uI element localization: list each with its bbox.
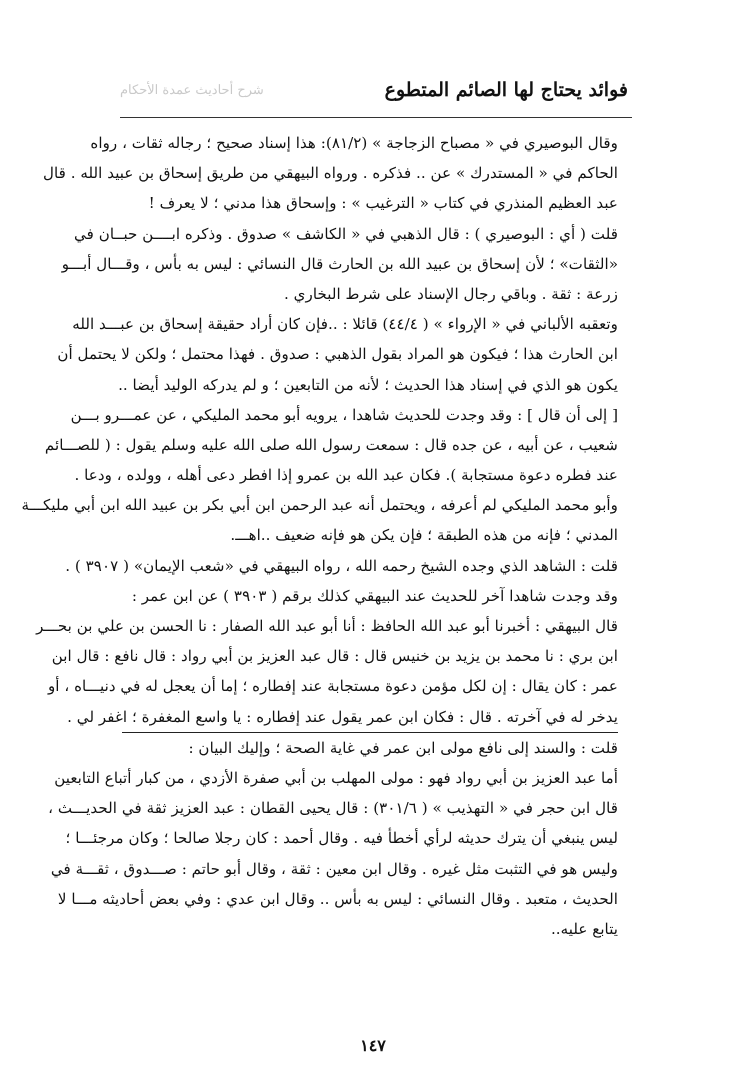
text-line: عبد العظيم المنذري في كتاب « الترغيب » : وإسحاق هذا مدني ؛ لا يعرف !	[148, 194, 618, 213]
text-line: الحديث ، متعبد . وقال النسائي : ليس به بأس .. وقال ابن عدي : وفي بعض أحاديثه مـــا لا	[57, 889, 618, 908]
text-line: قال ابن حجر في « التهذيب » ( ٣٠١/٦) : قال يحيى القطان : عبد العزيز ثقة في الحديـــث ،	[48, 799, 618, 818]
text-line: قلت : الشاهد الذي وجده الشيخ رحمه الله ، رواه البيهقي في «شعب الإيمان» ( ٣٩٠٧ ) .	[65, 556, 618, 575]
text-line: زرعة : ثقة . وباقي رجال الإسناد على شرط البخاري .	[283, 284, 618, 303]
text-line: يكون هو الذي في إسناد هذا الحديث ؛ لأنه من التابعين ؛ و لم يدركه الوليد أيضا ..	[118, 375, 618, 394]
page-body	[21, 128, 618, 944]
text-line: قلت : والسند إلى نافع مولى ابن عمر في غاية الصحة ؛ وإليك البيان :	[188, 738, 618, 757]
header-title: فوائد يحتاج لها الصائم المتطوع	[384, 79, 628, 101]
text-line: أما عبد العزيز بن أبي رواد فهو : مولى المهلب بن أبي صفرة الأزدي ، من كبار أتباع التابعين	[54, 768, 618, 787]
header-rule	[120, 117, 632, 118]
text-line: ابن بري : نا محمد بن يزيد بن خنيس قال : قال عبد العزيز بن أبي رواد : قال نافع : قال ابن	[51, 647, 618, 666]
text-line: وأبو محمد المليكي لم أعرفه ، ويحتمل أنه عبد الرحمن ابن أبي بكر بن عبيد الله ابن أبي مليكـــة	[21, 496, 618, 515]
text-line: «الثقات» ؛ لأن إسحاق بن عبيد الله بن الحارث قال النسائي : ليس به بأس ، وقـــال أبـــو	[61, 254, 618, 273]
text-line: يتابع عليه..	[550, 919, 618, 938]
text-line: وقد وجدت شاهدا آخر للحديث عند البيهقي كذلك برقم ( ٣٩٠٣ ) عن ابن عمر :	[131, 586, 618, 605]
text-line: قال البيهقي : أخبرنا أبو عبد الله الحافظ : أنا أبو عبد الله الصفار : نا الحسن بن علي بن بحـــر	[36, 617, 618, 635]
header-faint-text: شرح أحاديث عمدة الأحكام	[120, 82, 264, 98]
text-line: يدخر له في آخرته . قال : فكان ابن عمر يقول عند إفطاره : يا واسع المغفرة ؛ اغفر لي .	[122, 702, 618, 733]
text-line: [ إلى أن قال ] : وقد وجدت للحديث شاهدا ، يرويه أبو محمد المليكي ، عن عمـــرو بـــن	[70, 405, 618, 424]
text-line: عند فطره دعوة مستجابة ). فكان عبد الله بن عمرو إذا افطر دعى أهله ، وولده ، ودعا .	[74, 466, 618, 485]
text-line: وتعقبه الألباني في « الإرواء » ( ٤٤/٤) قائلا : ..فإن كان أراد حقيقة إسحاق بن عبـــد الله	[72, 315, 618, 334]
page-number: ١٤٧	[360, 1036, 386, 1055]
text-line: وليس هو في التثبت مثل غيره . وقال ابن معين : ثقة ، وقال أبو حاتم : صـــدوق ، ثقـــة في	[50, 859, 618, 878]
text-line: قلت ( أي : البوصيري ) : قال الذهبي في « الكاشف » صدوق . وذكره ابــــن حبــان في	[74, 224, 618, 243]
running-header	[120, 68, 628, 112]
text-line: الحاكم في « المستدرك » عن .. فذكره . ورواه البيهقي من طريق إسحاق بن عبيد الله . قال	[42, 164, 618, 183]
text-line: المدني ؛ فإنه من هذه الطبقة ؛ فإن يكن هو فإنه ضعيف ..اهـــ.	[230, 526, 618, 545]
text-line: ابن الحارث هذا ؛ فيكون هو المراد بقول الذهبي : صدوق . فهذا محتمل ؛ ولكن لا يحتمل أن	[57, 345, 618, 364]
text-line: عمر : كان يقال : إن لكل مؤمن دعوة مستجابة عند إفطاره ؛ إما أن يعجل له في دنيـــاه ، أو	[47, 677, 618, 696]
text-line: ليس ينبغي أن يترك حديثه لرأي أخطأ فيه . وقال أحمد : كان رجلا صالحا ؛ وكان مرجئـــا ؛	[65, 829, 618, 848]
text-line: شعيب ، عن أبيه ، عن جده قال : سمعت رسول الله صلى الله عليه وسلم يقول : ( للصـــائم	[44, 435, 618, 454]
text-line: وقال البوصيري في « مصباح الزجاجة » (٨١/٢): هذا إسناد صحيح ؛ رجاله ثقات ، رواه	[90, 134, 618, 152]
